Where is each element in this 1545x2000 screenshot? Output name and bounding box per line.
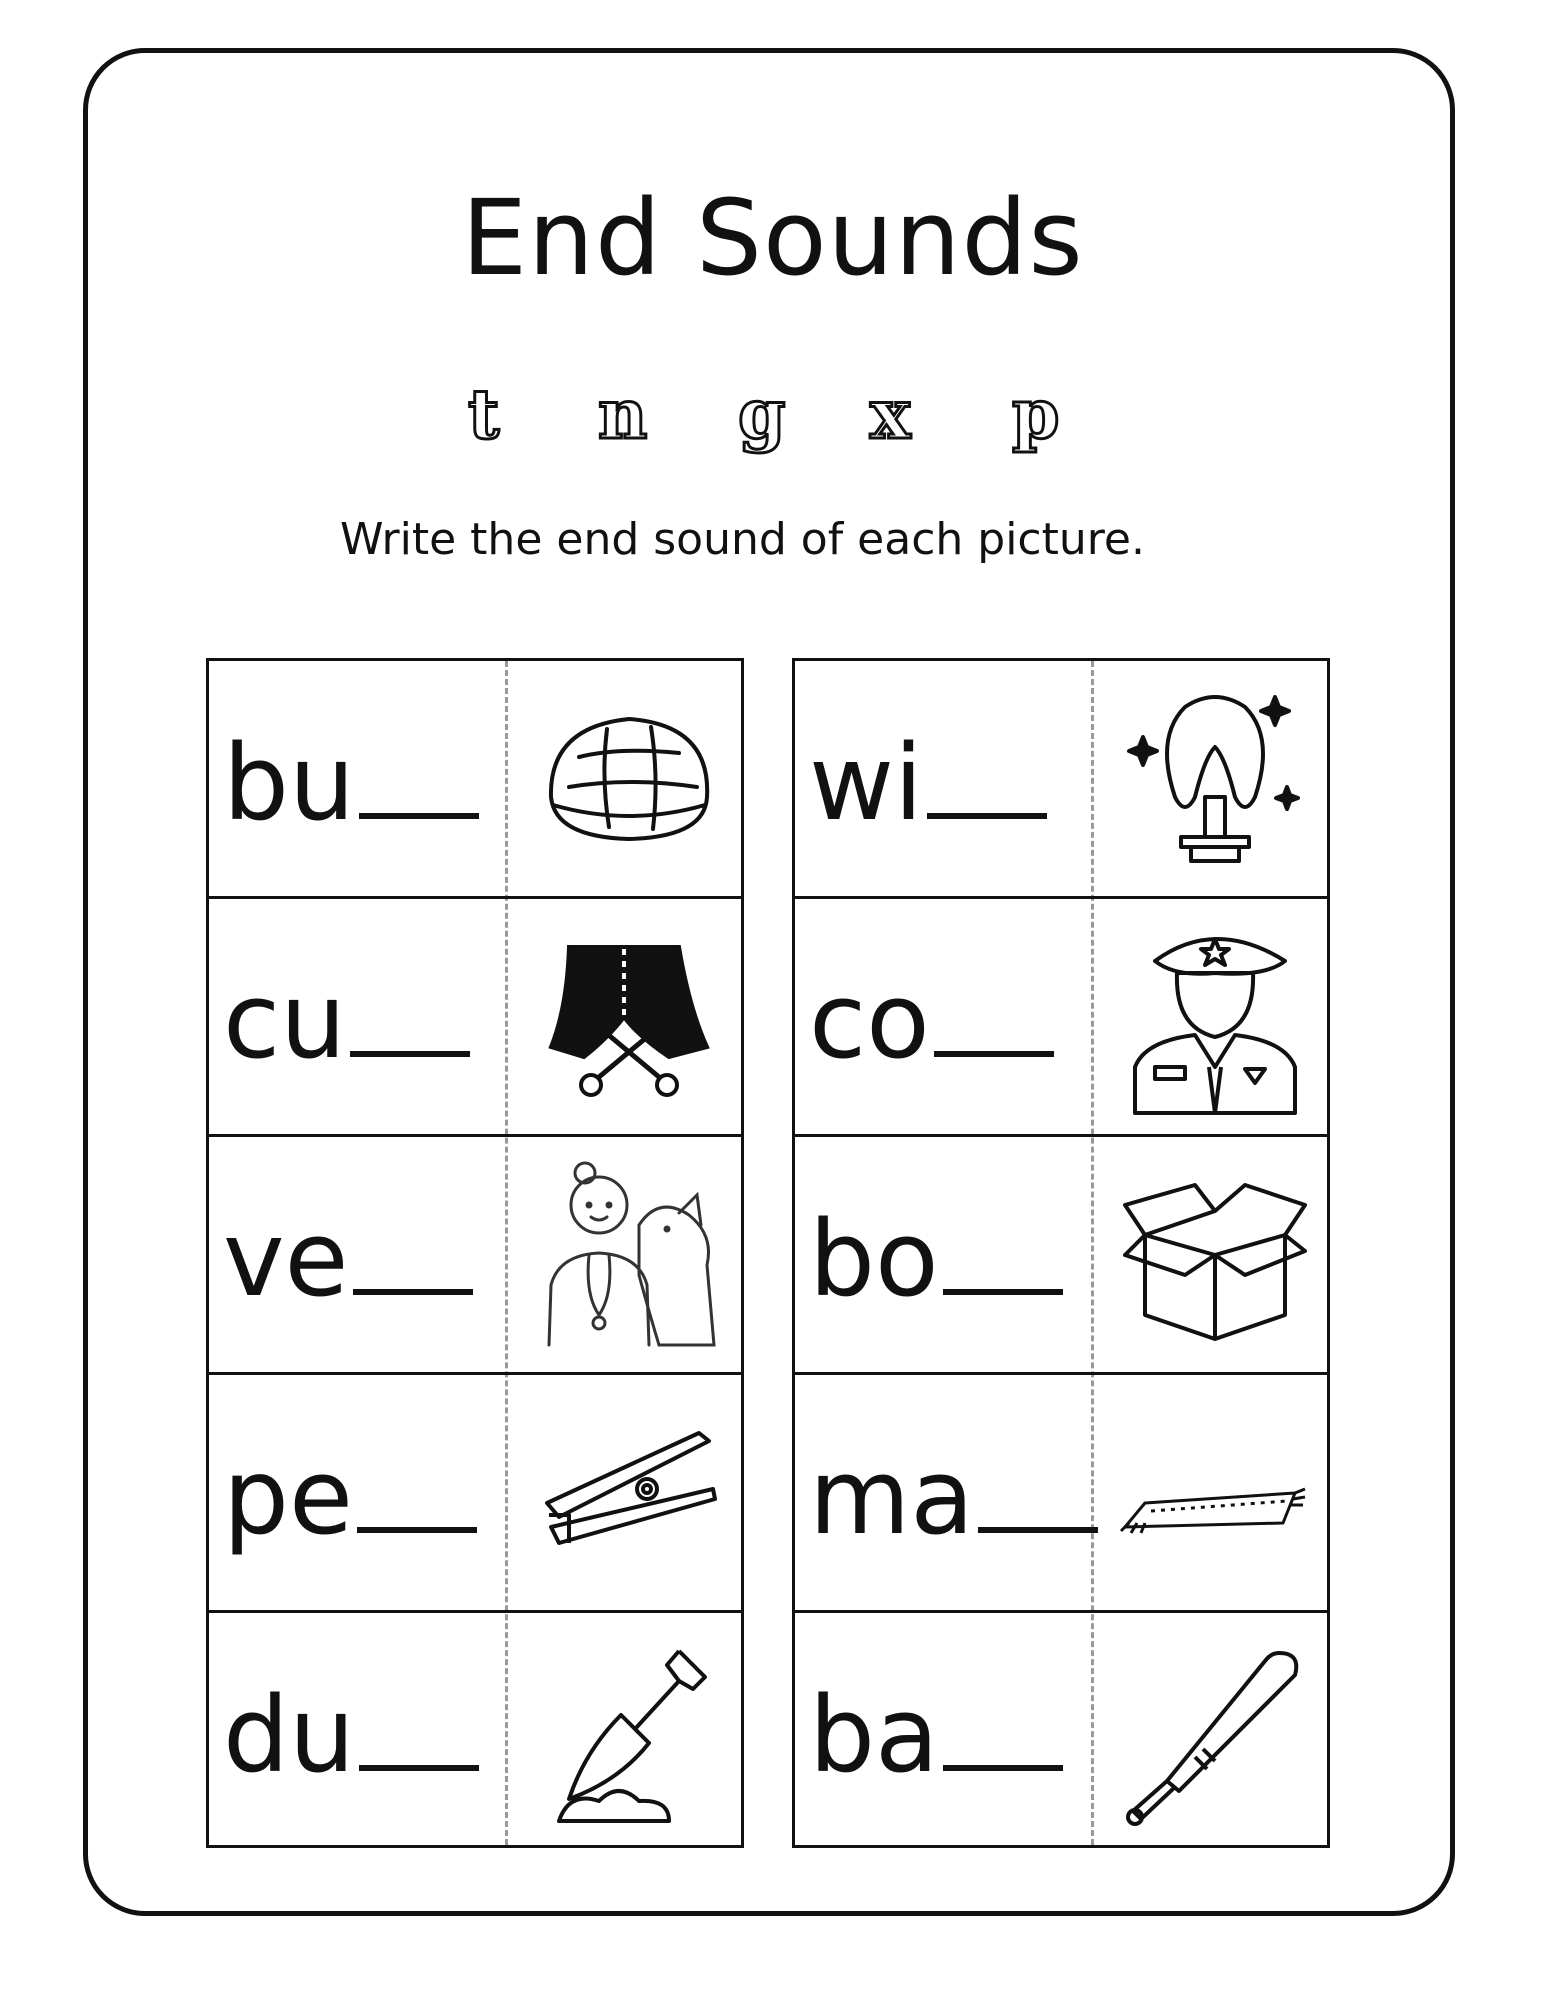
right-word-column: [792, 658, 1330, 1848]
word-start: ma: [809, 1436, 975, 1558]
letter-option: g: [738, 375, 786, 455]
shovel-digging-icon: [529, 1631, 729, 1831]
word-card: [209, 661, 741, 899]
vet-with-dog-icon: [529, 1155, 729, 1355]
word-start: ba: [809, 1674, 939, 1796]
word-card: [209, 899, 741, 1137]
letter-bank: [458, 370, 1098, 470]
instruction-text: Write the end sound of each picture.: [340, 514, 1145, 565]
answer-blank[interactable]: [359, 803, 479, 819]
answer-blank[interactable]: [350, 1041, 470, 1057]
answer-blank[interactable]: [357, 1517, 477, 1533]
letter-option: x: [870, 375, 911, 455]
word-start: du: [223, 1674, 355, 1796]
baseball-bat-icon: [1115, 1631, 1315, 1831]
answer-blank[interactable]: [927, 803, 1047, 819]
word-start: co: [809, 960, 930, 1082]
left-word-column: [206, 658, 744, 1848]
word-card: [795, 899, 1327, 1137]
word-start: pe: [223, 1436, 353, 1558]
floor-mat-icon: [1115, 1393, 1315, 1593]
answer-blank[interactable]: [353, 1279, 473, 1295]
word-card: [795, 661, 1327, 899]
wig-on-stand-icon: [1115, 677, 1315, 877]
letter-option: n: [598, 375, 648, 455]
word-start: wi: [809, 722, 923, 844]
word-card: [795, 1137, 1327, 1375]
worksheet-title: End Sounds: [461, 177, 1084, 299]
letter-option: t: [468, 375, 500, 455]
answer-blank[interactable]: [943, 1755, 1063, 1771]
answer-blank[interactable]: [943, 1279, 1063, 1295]
police-officer-icon: [1115, 917, 1315, 1117]
answer-blank[interactable]: [359, 1755, 479, 1771]
word-start: bo: [809, 1198, 939, 1320]
answer-blank[interactable]: [978, 1517, 1098, 1533]
word-card: [209, 1613, 741, 1851]
word-start: ve: [223, 1198, 349, 1320]
word-start: cu: [223, 960, 347, 1082]
letter-option: p: [1012, 375, 1060, 455]
open-box-icon: [1115, 1155, 1315, 1355]
word-card: [209, 1375, 741, 1613]
clothes-peg-icon: [529, 1393, 729, 1593]
answer-blank[interactable]: [934, 1041, 1054, 1057]
word-card: [795, 1375, 1327, 1613]
word-start: bu: [223, 722, 355, 844]
word-card: [795, 1613, 1327, 1851]
bun-icon: [529, 677, 729, 877]
cut-fabric-scissors-icon: [529, 917, 729, 1117]
word-card: [209, 1137, 741, 1375]
